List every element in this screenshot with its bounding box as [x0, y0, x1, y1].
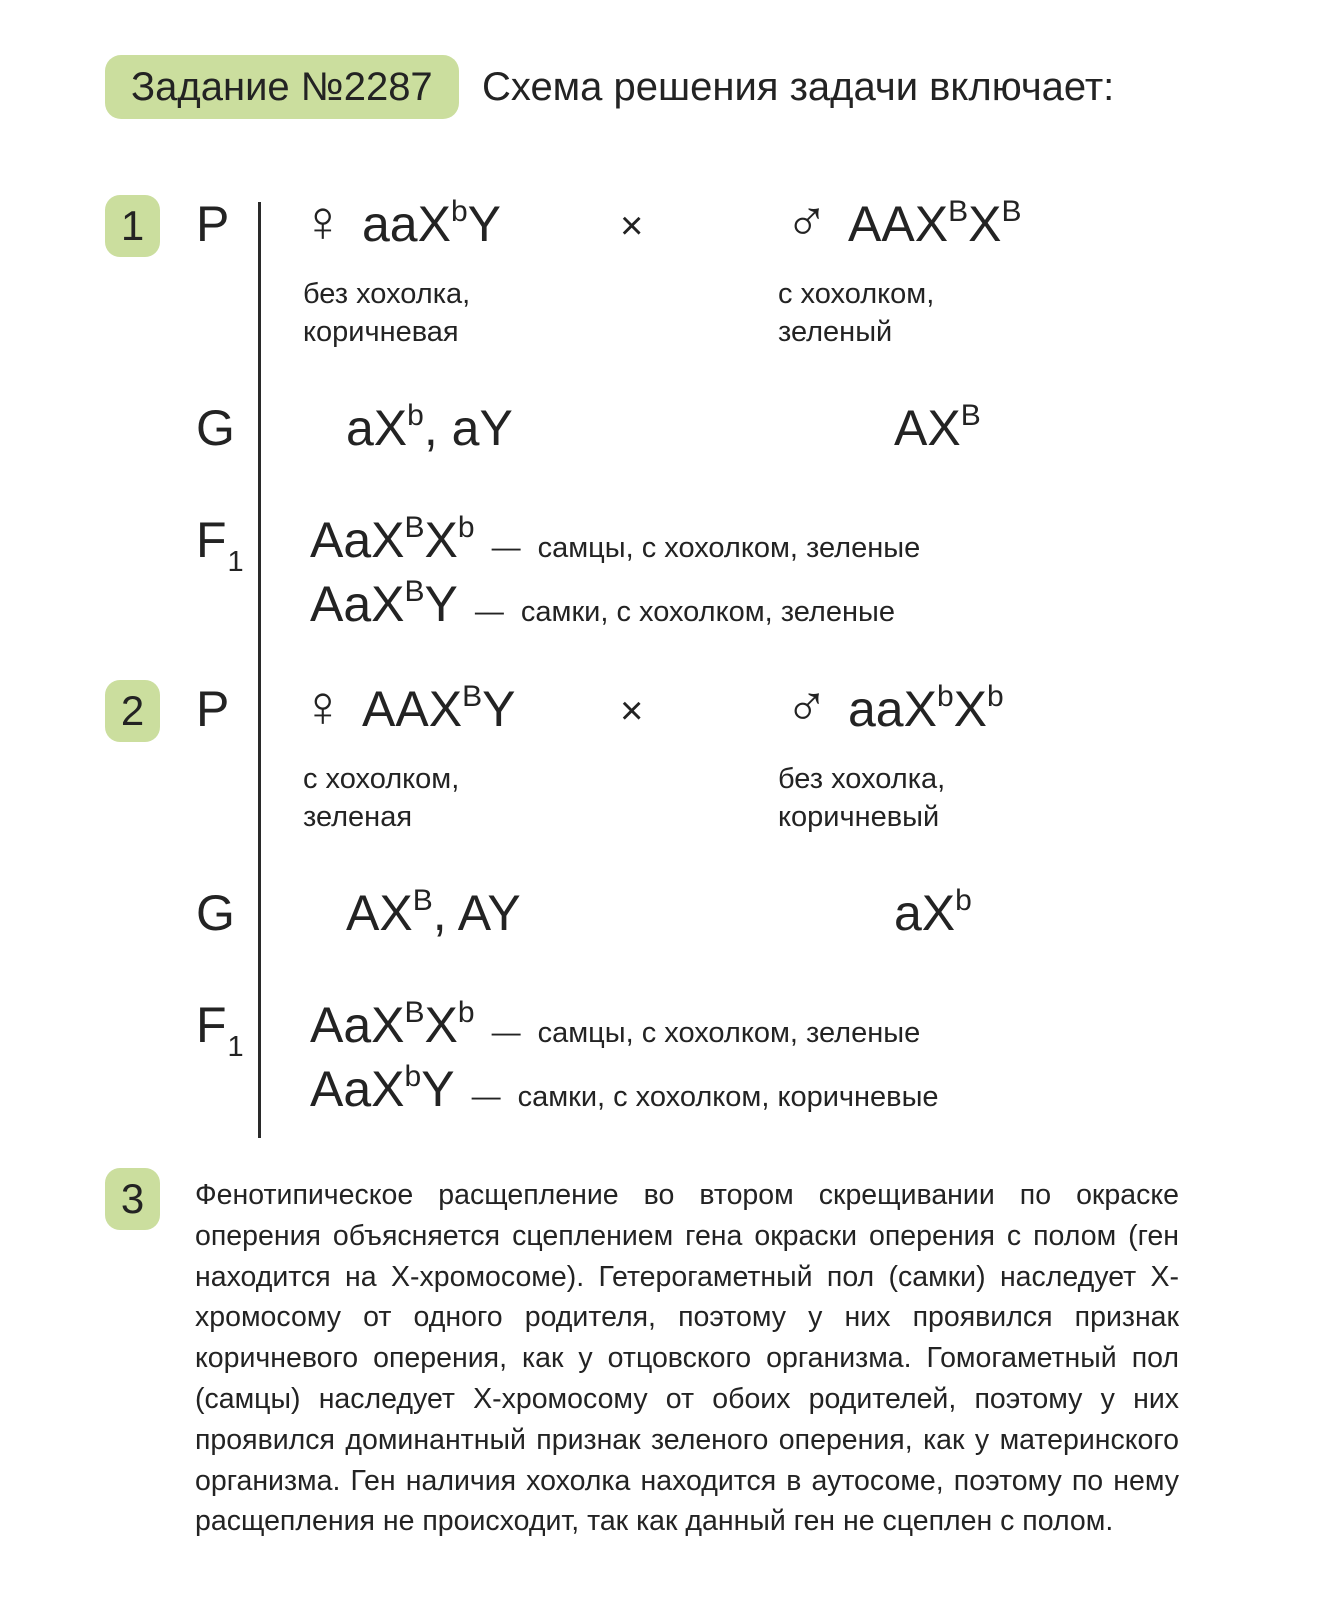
dash-icon: — [474, 596, 504, 628]
explanation-text: Фенотипическое расщепление во втором скрещивании по окраске оперения объясняется сцеплением гена окраски оперения с полом (ген находится на Х-хромосоме). Гетерогаметный пол (самки) наследует Х-хромосому от одного родителя, поэтому у них проявился признак коричневого оперения, как у отцовского организма. Гомогаметный пол (самцы) наследует Х-хромосому от обоих родителей, поэтому у них проявился доминантный признак зеленого оперения, как у материнского организма. Ген наличия хохолка находится в аутосоме, поэтому по нему расщепления не происходит, так как данный ген не сцеплен с полом. [195, 1179, 1179, 1538]
offspring-line [310, 573, 895, 643]
female-genotype: aaX$^b$Y [362, 195, 502, 252]
dash-icon: — [491, 1017, 521, 1049]
dash-icon: — [471, 1081, 501, 1113]
offspring-line [310, 1058, 939, 1128]
female-phenotype-line-2: коричневая [303, 316, 459, 348]
multiplication-icon: × [620, 204, 644, 248]
male-phenotype [778, 760, 945, 836]
male-gametes: $aX^b$ [894, 884, 972, 941]
female-gametes: $aX^b$, aY [346, 399, 513, 456]
offspring-genotype: AaX$^b$Y [310, 1060, 455, 1117]
offspring-description: самки, с хохолком, зеленые [520, 596, 895, 628]
row-label-p: P [196, 681, 230, 737]
male-phenotype-line-2: коричневый [778, 801, 940, 833]
female-genotype: $AAX^BY$ [362, 680, 516, 737]
step-badge-2: 2 [105, 680, 160, 742]
offspring-genotype: $AaX^BX^b$ [310, 511, 475, 568]
male-genotype: $aaX^bX^b$ [848, 680, 1004, 737]
step-badge-1: 1 [105, 195, 160, 257]
female-phenotype-line-1: без хохолка, [303, 278, 471, 310]
step-badge-3: 3 [105, 1168, 160, 1230]
male-phenotype-line-2: зеленый [778, 316, 893, 348]
offspring-description: самки, с хохолком, коричневые [517, 1081, 939, 1113]
female-gametes: $AX^B$, AY [346, 884, 521, 941]
offspring-genotype: AaX$^B$Y [310, 575, 458, 632]
offspring-description: самцы, с хохолком, зеленые [537, 1017, 921, 1049]
offspring-line [310, 994, 920, 1064]
female-phenotype-line-1: с хохолком, [303, 763, 460, 795]
row-label-g: G [196, 885, 235, 941]
female-phenotype-line-2: зеленая [303, 801, 413, 833]
male-gametes: $AX^B$ [894, 399, 981, 456]
offspring-description: самцы, с хохолком, зеленые [537, 532, 921, 564]
row-label-f1 [196, 994, 244, 1065]
female-phenotype [303, 760, 459, 836]
row-label-g: G [196, 400, 235, 456]
female-icon: ♀ [301, 189, 345, 254]
row-label-p: P [196, 196, 230, 252]
female-icon: ♀ [301, 674, 345, 739]
cross-section-1 [0, 189, 1325, 663]
male-icon: ♂ [785, 189, 829, 254]
f-index: 1 [227, 1031, 244, 1063]
male-icon: ♂ [785, 674, 829, 739]
page-title: Схема решения задачи включает: [482, 64, 1115, 109]
female-phenotype [303, 275, 470, 351]
male-phenotype [778, 275, 934, 351]
f-index: 1 [227, 546, 244, 578]
f-letter: F [196, 512, 227, 568]
offspring-genotype: $AaX^BX^b$ [310, 996, 475, 1053]
multiplication-icon: × [620, 689, 644, 733]
offspring-line [310, 509, 920, 579]
male-phenotype-line-1: без хохолка, [778, 763, 946, 795]
f-letter: F [196, 997, 227, 1053]
task-badge: Задание №2287 [105, 55, 459, 119]
male-genotype: $AAX^BX^B$ [848, 195, 1022, 252]
male-phenotype-line-1: с хохолком, [778, 278, 935, 310]
row-label-f1 [196, 509, 244, 580]
dash-icon: — [491, 532, 521, 564]
cross-section-2 [0, 674, 1325, 1148]
